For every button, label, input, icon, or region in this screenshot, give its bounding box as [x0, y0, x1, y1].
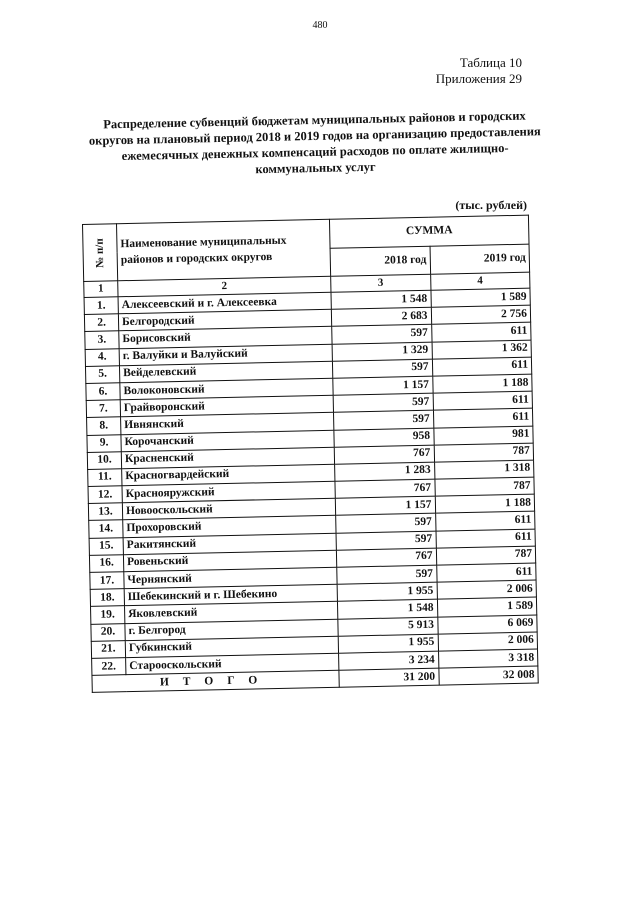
row-name: г. Белгород — [125, 619, 338, 641]
row-value-2018: 767 — [334, 445, 434, 464]
row-value-2018: 958 — [334, 428, 434, 447]
row-value-2019: 611 — [431, 323, 531, 342]
header-sum: СУММА — [329, 215, 529, 248]
header-num-label: № п/п — [93, 237, 106, 268]
row-name: Корочанский — [121, 430, 334, 452]
row-name: Губкинский — [125, 636, 338, 658]
row-value-2018: 597 — [336, 531, 436, 550]
row-value-2019: 1 188 — [435, 494, 535, 513]
row-number: 2. — [84, 314, 118, 332]
row-name: Борисовский — [119, 327, 332, 349]
row-number: 4. — [85, 348, 119, 366]
row-value-2019: 3 318 — [438, 649, 538, 668]
row-number: 21. — [91, 640, 125, 658]
row-name: Ракитянский — [123, 533, 336, 555]
row-value-2019: 787 — [436, 546, 536, 565]
row-value-2019: 2 756 — [431, 305, 531, 324]
row-number: 12. — [88, 486, 122, 504]
row-name: г. Валуйки и Валуйский — [119, 344, 332, 366]
row-value-2018: 597 — [332, 325, 432, 344]
column-index: 2 — [118, 276, 331, 296]
total-label: ИТОГО — [92, 670, 339, 692]
row-number: 20. — [91, 623, 125, 641]
row-name: Новооскольский — [122, 499, 335, 521]
appendix-number: Приложения 29 — [435, 71, 522, 86]
row-number: 13. — [88, 503, 122, 521]
total-2018: 31 200 — [339, 668, 439, 687]
row-number: 7. — [86, 400, 120, 418]
row-value-2018: 1 548 — [331, 290, 431, 309]
subvention-table-wrap — [82, 215, 539, 694]
row-number: 3. — [85, 331, 119, 349]
column-index: 3 — [331, 274, 431, 292]
row-number: 6. — [86, 383, 120, 401]
row-name: Прохоровский — [123, 516, 336, 538]
row-value-2019: 611 — [436, 529, 536, 548]
row-value-2019: 611 — [433, 408, 533, 427]
units-label: (тыс. рублей) — [455, 198, 527, 212]
row-name: Грайворонский — [120, 395, 333, 417]
row-value-2018: 1 329 — [332, 342, 432, 361]
column-index: 1 — [84, 281, 118, 298]
header-2019: 2019 год — [430, 244, 530, 275]
header-2018: 2018 год — [330, 246, 430, 277]
row-value-2019: 787 — [434, 477, 534, 496]
row-name: Волоконовский — [120, 378, 333, 400]
row-value-2019: 981 — [433, 426, 533, 445]
row-number: 9. — [87, 434, 121, 452]
row-name: Красногвардейский — [122, 464, 335, 486]
row-value-2019: 1 589 — [437, 597, 537, 616]
row-number: 18. — [90, 589, 124, 607]
row-value-2019: 2 006 — [437, 580, 537, 599]
row-value-2019: 1 589 — [430, 288, 530, 307]
subvention-table — [82, 215, 539, 694]
row-number: 14. — [89, 520, 123, 538]
row-number: 17. — [90, 572, 124, 590]
row-value-2018: 1 955 — [338, 634, 438, 653]
page-number: 480 — [312, 20, 328, 31]
row-value-2018: 767 — [335, 479, 435, 498]
row-number: 19. — [91, 606, 125, 624]
row-value-2019: 611 — [435, 512, 535, 531]
row-number: 1. — [84, 297, 118, 315]
row-value-2019: 611 — [433, 391, 533, 410]
row-value-2018: 597 — [336, 514, 436, 533]
row-value-2018: 2 683 — [331, 307, 431, 326]
row-number: 8. — [87, 417, 121, 435]
row-number: 10. — [87, 451, 121, 469]
row-value-2019: 1 188 — [432, 374, 532, 393]
row-number: 15. — [89, 537, 123, 555]
row-name: Ровеньский — [123, 550, 336, 572]
total-2019: 32 008 — [438, 666, 538, 685]
row-value-2018: 1 955 — [337, 582, 437, 601]
row-value-2018: 5 913 — [338, 617, 438, 636]
row-value-2019: 1 362 — [432, 340, 532, 359]
row-number: 22. — [92, 658, 126, 676]
row-value-2019: 2 006 — [438, 632, 538, 651]
row-name: Белгородский — [118, 309, 331, 331]
row-value-2018: 3 234 — [339, 651, 439, 670]
row-name: Шебекинский и г. Шебекино — [124, 584, 337, 606]
column-index: 4 — [430, 272, 530, 290]
row-value-2019: 787 — [434, 443, 534, 462]
row-value-2019: 611 — [432, 357, 532, 376]
row-value-2018: 767 — [336, 548, 436, 567]
table-label — [436, 55, 522, 87]
row-value-2018: 597 — [333, 393, 433, 412]
row-name: Яковлевский — [125, 602, 338, 624]
row-value-2018: 1 548 — [337, 600, 437, 619]
row-name: Чернянский — [124, 567, 337, 589]
row-value-2019: 6 069 — [437, 615, 537, 634]
row-value-2019: 1 318 — [434, 460, 534, 479]
row-number: 5. — [85, 365, 119, 383]
row-name: Алексеевский и г. Алексеевка — [118, 292, 331, 314]
row-value-2018: 597 — [337, 565, 437, 584]
row-value-2018: 1 157 — [335, 496, 435, 515]
row-value-2019: 611 — [436, 563, 536, 582]
row-value-2018: 1 157 — [333, 376, 433, 395]
row-number: 16. — [89, 555, 123, 573]
table-number: Таблица 10 — [459, 55, 522, 70]
row-name: Вейделевский — [119, 361, 332, 383]
row-name: Краснояружский — [122, 481, 335, 503]
table-body — [84, 288, 538, 675]
row-value-2018: 597 — [332, 359, 432, 378]
document-title: Распределение субвенций бюджетам муниципальных районов и городских округов на плановый период 2018 и 2019 годов на организацию предоставления ежемесячных денежных компенсаций расходов по оплате жилищно-коммунальных услуг — [88, 108, 541, 177]
row-name: Ивнянский — [121, 413, 334, 435]
row-number: 11. — [88, 469, 122, 487]
header-num — [83, 224, 118, 282]
row-value-2018: 1 283 — [335, 462, 435, 481]
row-name: Красненский — [121, 447, 334, 469]
row-name: Старооскольский — [126, 653, 339, 675]
header-name: Наименование муниципальных районов и городских округов — [117, 219, 331, 280]
row-value-2018: 597 — [334, 411, 434, 430]
